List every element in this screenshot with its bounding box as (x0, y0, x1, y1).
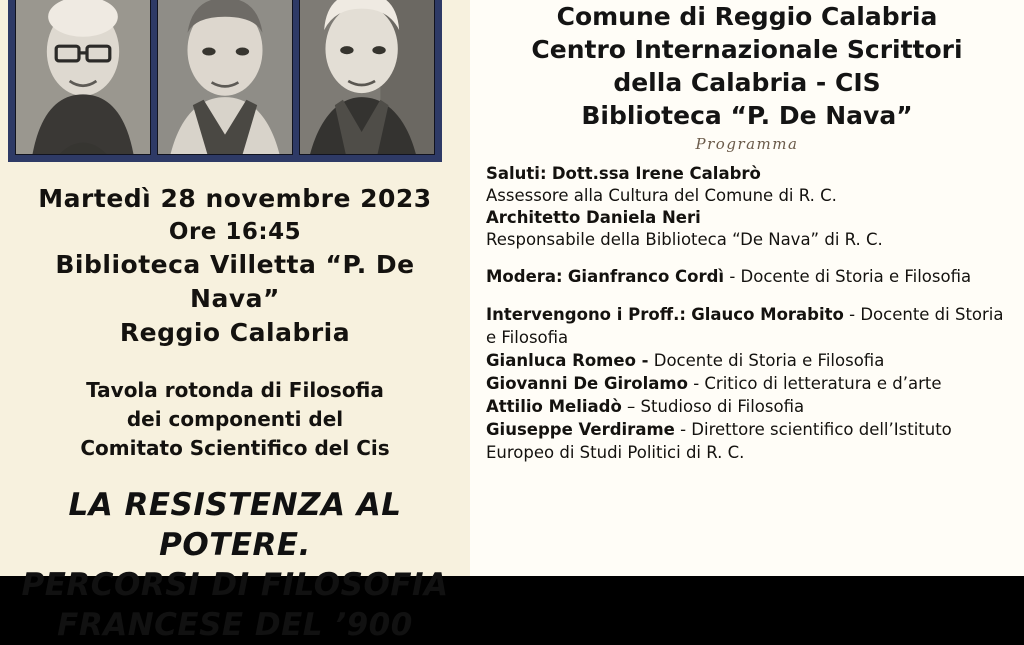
greetings-role-text: Assessore alla Cultura del Comune di R. C. (486, 186, 837, 205)
speaker-row-1 (486, 303, 1008, 349)
event-subtitle-line-2: dei componenti del (126, 407, 344, 431)
portrait-jacques-derrida (299, 0, 435, 155)
left-column (0, 0, 470, 643)
event-city: Reggio Calabria (119, 318, 351, 347)
event-venue: Biblioteca Villetta “P. De Nava” (55, 250, 415, 313)
speaker-5-name: Giuseppe Verdirame (486, 420, 675, 439)
programma-label: Programma (695, 135, 799, 153)
moderator-label: Modera: (486, 267, 563, 286)
speaker-row-2 (486, 349, 1008, 372)
architect-role-text: Responsabile della Biblioteca “De Nava” di R. C. (486, 230, 883, 249)
greetings-label: Saluti: (486, 164, 547, 183)
organizer-line-2: Centro Internazionale Scrittori (531, 35, 963, 64)
organizer-line-1: Comune di Reggio Calabria (556, 2, 938, 31)
right-column (470, 0, 1024, 576)
portrait-michel-foucault (15, 0, 151, 155)
architect-role (486, 229, 1008, 251)
spacer-2 (486, 288, 1008, 303)
speaker-3-name: Giovanni De Girolamo (486, 374, 688, 393)
speaker-row-5 (486, 418, 1008, 464)
greetings-role (486, 185, 1008, 207)
event-subtitle (14, 376, 456, 463)
speaker-2-role: Docente di Storia e Filosofia (653, 351, 885, 370)
event-subtitle-line-1: Tavola rotonda di Filosofia (86, 378, 384, 402)
organizer-line-4: Biblioteca “P. De Nava” (581, 101, 913, 130)
event-date: Martedì 28 novembre 2023 (38, 184, 432, 213)
speaker-1-name: Glauco Morabito (691, 305, 844, 324)
moderator-role: - Docente di Storia e Filosofia (729, 267, 972, 286)
architect-name: Architetto Daniela Neri (486, 208, 701, 227)
event-time: Ore 16:45 (168, 219, 302, 245)
event-subtitle-line-3: Comitato Scientifico del Cis (80, 436, 390, 460)
moderator-name: Gianfranco Cordì (567, 267, 725, 286)
event-title-line-1: LA RESISTENZA AL POTERE. (68, 487, 402, 563)
speaker-row-3 (486, 372, 1008, 395)
portrait-strip (8, 0, 442, 162)
event-title (14, 485, 456, 645)
architect-entry (486, 207, 1008, 229)
speaker-3-role: - Critico di letteratura e d’arte (693, 374, 942, 393)
moderator-entry (486, 266, 1008, 288)
organizer-block (486, 0, 1008, 132)
greetings-name: Dott.ssa Irene Calabrò (551, 164, 761, 183)
speakers-label: Intervengono i Proff.: (486, 305, 686, 324)
speaker-5-role: - Direttore scientifico dell’Istituto Europeo di Studi Politici di R. C. (486, 420, 952, 462)
event-title-line-2: PERCORSI DI FILOSOFIA (21, 567, 449, 603)
speaker-4-name: Attilio Meliadò (486, 397, 622, 416)
portrait-gilles-deleuze (157, 0, 293, 155)
speaker-row-4 (486, 395, 1008, 418)
spacer-1 (486, 251, 1008, 266)
speaker-2-name: Gianluca Romeo - (486, 351, 649, 370)
organizer-line-3: della Calabria - CIS (613, 68, 881, 97)
speaker-1-role: - Docente di Storia e Filosofia (486, 305, 1004, 347)
event-title-line-3: FRANCESE DEL ’900 (57, 607, 413, 643)
speaker-4-role: – Studioso di Filosofia (627, 397, 805, 416)
greetings-entry (486, 163, 1008, 185)
